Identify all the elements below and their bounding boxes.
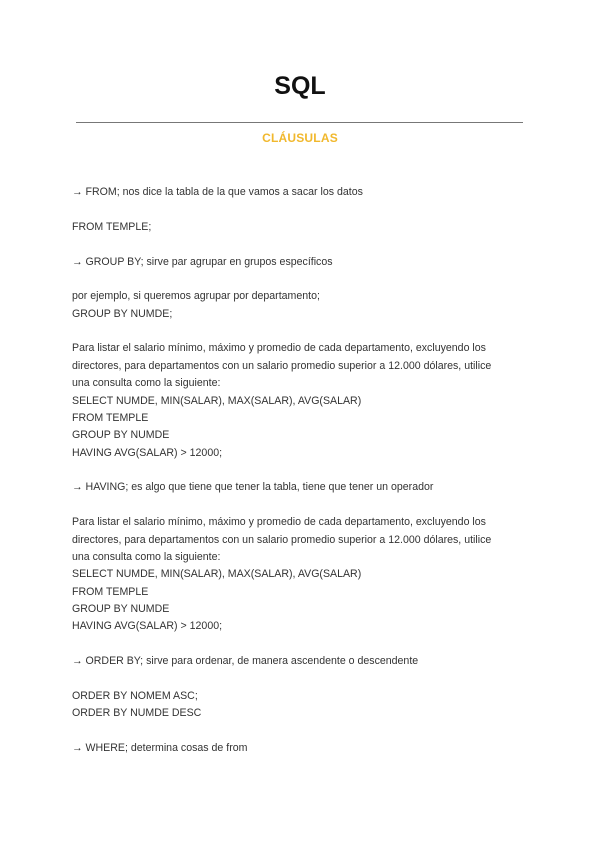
- text-line: FROM TEMPLE: [72, 585, 149, 598]
- blank-line: [72, 723, 532, 740]
- text-line: SELECT NUMDE, MIN(SALAR), MAX(SALAR), AVG(SALAR): [72, 568, 362, 581]
- text-line: → FROM; nos dice la tabla de la que vamos a sacar los datos: [72, 186, 363, 198]
- text-line: HAVING AVG(SALAR) > 12000;: [72, 446, 223, 459]
- text-line: → HAVING; es algo que tiene que tener la tabla, tiene que tener un operador: [72, 481, 434, 494]
- text-line: Para listar el salario mínimo, máximo y promedio de cada departamento, excluyendo los: [72, 342, 486, 355]
- text-line: directores, para departamentos con un salario promedio superior a 12.000 dólares, utilice: [72, 359, 492, 372]
- text-line: FROM TEMPLE;: [72, 220, 152, 233]
- blank-line: [72, 201, 532, 218]
- text-line: → WHERE; determina cosas de from: [72, 742, 248, 754]
- text-line: FROM TEMPLE: [72, 411, 149, 424]
- divider: [76, 122, 523, 123]
- text-line: Para listar el salario mínimo, máximo y promedio de cada departamento, excluyendo los: [72, 516, 486, 529]
- text-line: → ORDER BY; sirve para ordenar, de manera ascendente o descendente: [72, 655, 419, 668]
- text-line: GROUP BY NUMDE: [72, 603, 170, 615]
- text-line: SELECT NUMDE, MIN(SALAR), MAX(SALAR), AVG(SALAR): [72, 394, 362, 407]
- blank-line: [72, 462, 532, 479]
- text-line: HAVING AVG(SALAR) > 12000;: [72, 620, 223, 633]
- text-line: una consulta como la siguiente:: [72, 377, 221, 390]
- blank-line: [72, 497, 532, 514]
- blank-line: [72, 636, 532, 653]
- text-line: ORDER BY NOMEM ASC;: [72, 689, 198, 702]
- text-line: ORDER BY NUMDE DESC: [72, 707, 202, 720]
- document-body: [72, 184, 532, 757]
- section-heading: CLÁUSULAS: [262, 131, 338, 145]
- text-line: por ejemplo, si queremos agrupar por departamento;: [72, 290, 320, 303]
- text-line: GROUP BY NUMDE: [72, 429, 170, 442]
- blank-line: [72, 271, 532, 288]
- page-title: SQL: [274, 72, 326, 100]
- text-line: directores, para departamentos con un salario promedio superior a 12.000 dólares, utilice: [72, 533, 492, 546]
- blank-line: [72, 323, 532, 340]
- text-line: una consulta como la siguiente:: [72, 550, 221, 563]
- text-line: GROUP BY NUMDE;: [72, 307, 173, 320]
- blank-line: [72, 671, 532, 688]
- blank-line: [72, 236, 532, 253]
- text-line: → GROUP BY; sirve par agrupar en grupos específicos: [72, 255, 333, 268]
